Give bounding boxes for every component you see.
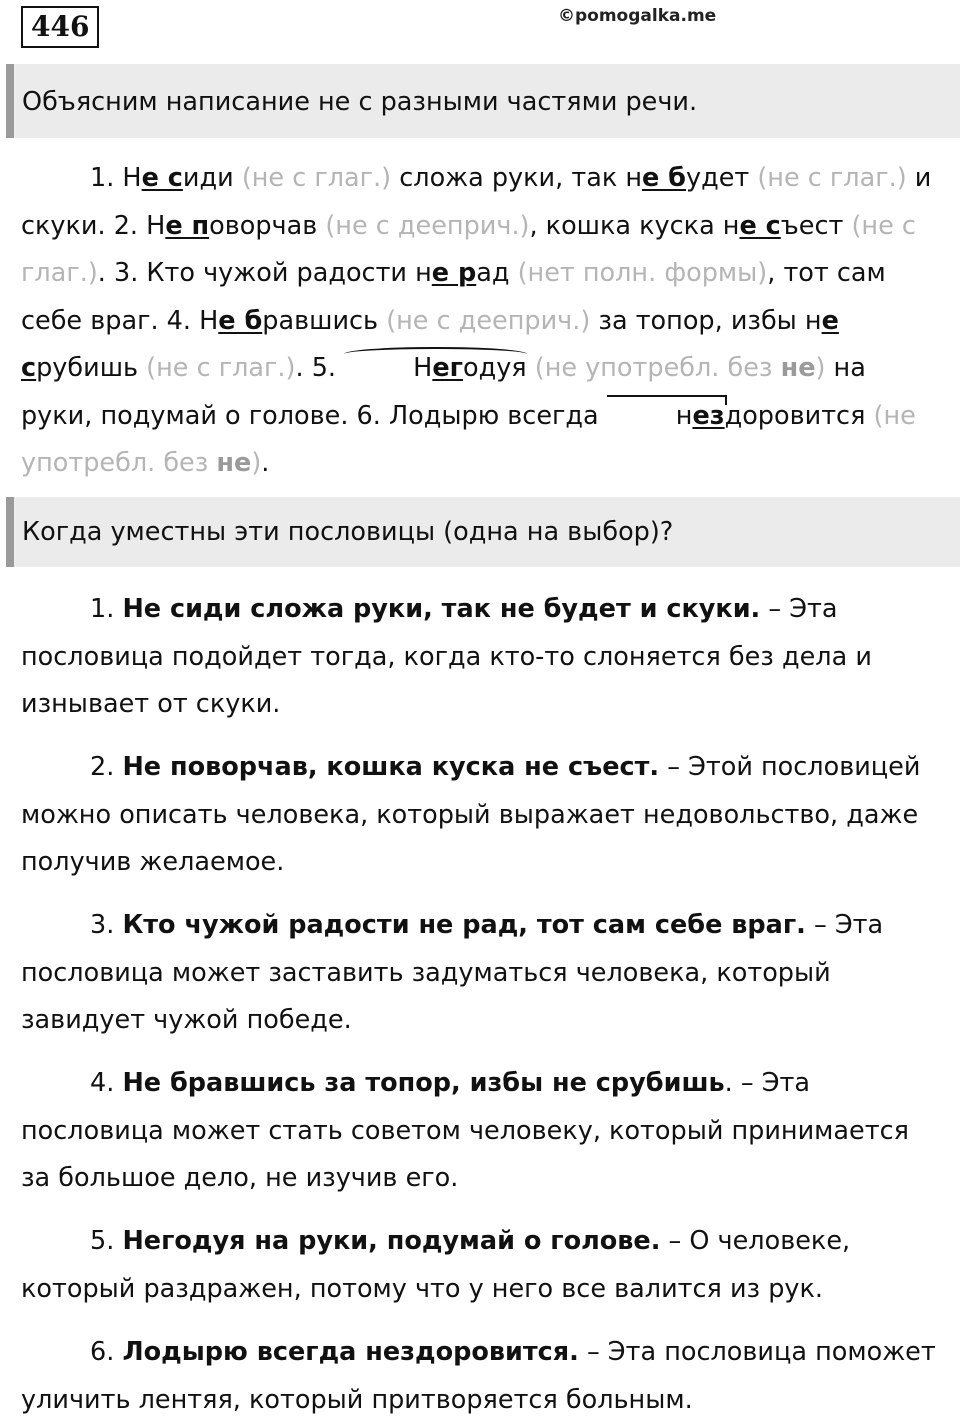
answer-item xyxy=(21,1060,945,1203)
proverb: Лодырю всегда нездоровится. xyxy=(122,1337,579,1367)
highlight: е п xyxy=(165,210,210,241)
explanation: – Эта пословица может заставить задуматься человека, который завидует чужой победе. xyxy=(21,910,884,1035)
proverb: Не поворчав, кошка куска не съест. xyxy=(122,752,660,782)
exercise-text xyxy=(21,155,945,488)
text: ъест xyxy=(780,210,852,241)
highlight: е с xyxy=(21,305,839,383)
task1-heading xyxy=(6,64,960,138)
highlight: е с xyxy=(739,210,781,241)
text: ад xyxy=(476,258,518,288)
explanation: – Этой пословицей можно описать человека, который выражает недовольство, даже получив желаемое. xyxy=(21,752,921,877)
text: . 5. xyxy=(295,353,345,383)
grammar-note xyxy=(535,353,826,383)
note-emphasis: не xyxy=(780,353,816,383)
proverb: Не сиди сложа руки, так не будет и скуки. xyxy=(122,594,761,624)
text: и скуки. 2. Н xyxy=(21,163,932,241)
highlight: е б xyxy=(642,163,686,193)
explanation: . – Эта пословица может стать советом человеку, который принимается за большое дело, не изучив его. xyxy=(21,1068,909,1193)
item-number: 1. xyxy=(90,594,123,624)
text: за топор, избы н xyxy=(590,305,822,336)
text: иди xyxy=(182,163,242,193)
note-text: (не употребл. без xyxy=(534,353,781,383)
note-text: (не употребл. без xyxy=(21,400,916,478)
word-root-mark xyxy=(344,345,526,393)
grammar-note: (не с глаг.) xyxy=(21,210,916,288)
note-text: ) xyxy=(251,448,262,478)
text: Н xyxy=(413,353,433,383)
exercise-number: 446 xyxy=(21,6,99,48)
highlight: ез xyxy=(692,400,725,431)
text: , кошка куска н xyxy=(529,210,740,241)
highlight: е с xyxy=(141,163,183,193)
grammar-note: (не с глаг.) xyxy=(757,163,907,193)
highlight: е р xyxy=(431,258,477,288)
proverb: Кто чужой радости не рад, тот сам себе враг. xyxy=(122,910,806,940)
item-number: 5. xyxy=(90,1226,123,1256)
text: . xyxy=(261,448,270,478)
text: сложа руки, так н xyxy=(391,163,642,193)
answer-item xyxy=(21,1218,945,1313)
text: оворчав xyxy=(209,210,326,241)
explanation: – Эта пословица поможет уличить лентяя, который притворяется больным. xyxy=(21,1337,936,1415)
text: на руки, подумай о голове. 6. Лодырю всегда xyxy=(21,353,866,431)
grammar-note: (не с глаг.) xyxy=(241,163,392,193)
prefix-mark xyxy=(607,393,725,441)
proverb: Не бравшись за топор, избы не срубишь xyxy=(122,1068,725,1098)
explanation: – О человеке, который раздражен, потому что у него все валится из рук. xyxy=(21,1226,851,1304)
highlight: ег xyxy=(432,353,463,383)
item-number: 2. xyxy=(90,752,123,782)
text: , тот сам себе враг. 4. Н xyxy=(21,258,886,336)
text: одуя xyxy=(462,353,527,383)
grammar-note: (нет полн. формы) xyxy=(517,258,768,288)
answer-item xyxy=(21,902,945,1045)
text: доровится xyxy=(724,400,874,431)
grammar-note: (не с дееприч.) xyxy=(325,210,530,241)
item-number: 3. xyxy=(90,910,123,940)
answer-item xyxy=(21,744,945,887)
task2-heading xyxy=(6,497,960,567)
text: 1. Н xyxy=(90,163,142,193)
task1-heading-text: Объясним написание не с разными частями речи. xyxy=(22,87,698,117)
answer-item xyxy=(21,1329,945,1424)
item-number: 4. xyxy=(90,1068,123,1098)
note-text: ) xyxy=(815,353,826,383)
grammar-note: (не с глаг.) xyxy=(146,353,296,383)
note-emphasis: не xyxy=(216,448,252,478)
item-number: 6. xyxy=(90,1337,123,1367)
task2-heading-text: Когда уместны эти пословицы (одна на выбор)? xyxy=(22,517,674,547)
text: равшись xyxy=(262,305,387,336)
proverb: Негодуя на руки, подумай о голове. xyxy=(122,1226,661,1256)
grammar-note: (не с дееприч.) xyxy=(386,305,591,336)
answer-item xyxy=(21,586,945,729)
text: рубишь xyxy=(36,353,147,383)
explanation: – Эта пословица подойдет тогда, когда кто-то слоняется без дела и изнывает от скуки. xyxy=(21,594,872,719)
watermark: ©pomogalka.me xyxy=(558,6,717,26)
text: удет xyxy=(685,163,758,193)
highlight: е б xyxy=(218,305,263,336)
text: н xyxy=(675,400,693,431)
text: . 3. Кто чужой радости н xyxy=(97,258,432,288)
